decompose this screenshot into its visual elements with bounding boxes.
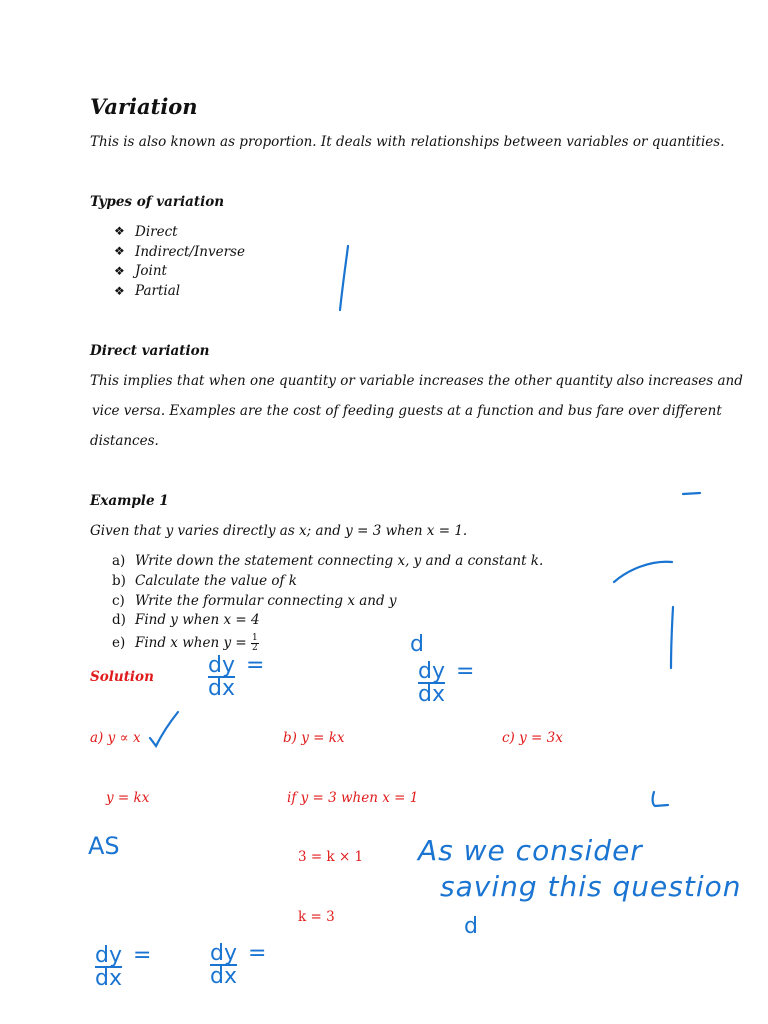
ink-stroke: [653, 792, 668, 806]
fraction-numerator: 1: [251, 633, 258, 643]
ink-stroke: [614, 562, 672, 582]
solution-heading: Solution: [90, 669, 154, 685]
handwritten-dx: dx: [418, 682, 445, 707]
example-heading: Example 1: [90, 493, 169, 509]
direct-paragraph-line: This implies that when one quantity or variable increases the other quantity also increases and: [90, 373, 743, 389]
question-label: d): [112, 612, 126, 628]
question-label: a): [112, 553, 126, 569]
example-given: Given that y varies directly as x; and y = 3 when x = 1.: [90, 523, 468, 539]
list-item: Indirect/Inverse: [135, 244, 245, 260]
types-heading: Types of variation: [90, 194, 225, 210]
handwritten-dy: dy: [210, 941, 237, 966]
question-label: e): [112, 635, 126, 651]
list-item: Partial: [135, 283, 181, 299]
solution-b-step: 3 = k × 1: [298, 849, 364, 865]
diamond-bullet-icon: ❖: [114, 284, 125, 298]
question-text: Write the formular connecting x and y: [135, 593, 397, 609]
handwritten-dx: dx: [95, 966, 122, 991]
handwritten-dy: dy: [95, 943, 122, 968]
handwritten-dx: dx: [208, 676, 235, 701]
question-text: Find y when x = 4: [135, 612, 260, 628]
question-label: b): [112, 573, 126, 589]
list-item: Joint: [135, 263, 167, 279]
list-item: Direct: [135, 224, 178, 240]
diamond-bullet-icon: ❖: [114, 264, 125, 278]
handwritten-dx: dx: [210, 964, 237, 989]
solution-b: b) y = kx: [283, 730, 345, 746]
handwritten-equals: =: [245, 653, 265, 678]
handwritten-note-line: As we consider: [418, 834, 643, 867]
solution-a-step: y = kx: [106, 790, 150, 806]
ink-stroke: [340, 246, 348, 310]
direct-paragraph-line: vice versa. Examples are the cost of feeding guests at a function and bus fare over different: [92, 403, 722, 419]
direct-paragraph-line: distances.: [90, 433, 159, 449]
handwritten-d: d: [410, 632, 424, 657]
handwritten-as: AS: [88, 832, 120, 860]
checkmark-icon: [150, 712, 178, 746]
handwritten-note-line: saving this question: [440, 870, 742, 903]
question-text: Calculate the value of k: [135, 573, 297, 589]
handwritten-dy: dy: [418, 659, 445, 684]
handwritten-d: d: [464, 914, 478, 939]
handwritten-equals: =: [132, 943, 152, 968]
diamond-bullet-icon: ❖: [114, 224, 125, 238]
direct-heading: Direct variation: [90, 343, 210, 359]
fraction-denominator: 2: [251, 643, 258, 653]
question-text-content: Find x when y =: [135, 635, 251, 651]
ink-stroke: [671, 607, 673, 668]
question-label: c): [112, 593, 125, 609]
handwritten-dy: dy: [208, 653, 235, 678]
solution-b-step: k = 3: [298, 909, 335, 925]
solution-a: a) y ∝ x: [90, 730, 141, 746]
handwritten-equals: =: [247, 941, 267, 966]
solution-c: c) y = 3x: [502, 730, 563, 746]
diamond-bullet-icon: ❖: [114, 244, 125, 258]
solution-b-step: if y = 3 when x = 1: [287, 790, 419, 806]
page-title: Variation: [90, 94, 198, 119]
intro-text: This is also known as proportion. It deals with relationships between variables or quantities.: [90, 134, 725, 150]
ink-stroke: [683, 493, 700, 494]
handwritten-equals: =: [455, 659, 475, 684]
question-text: Write down the statement connecting x, y and a constant k.: [135, 553, 544, 569]
